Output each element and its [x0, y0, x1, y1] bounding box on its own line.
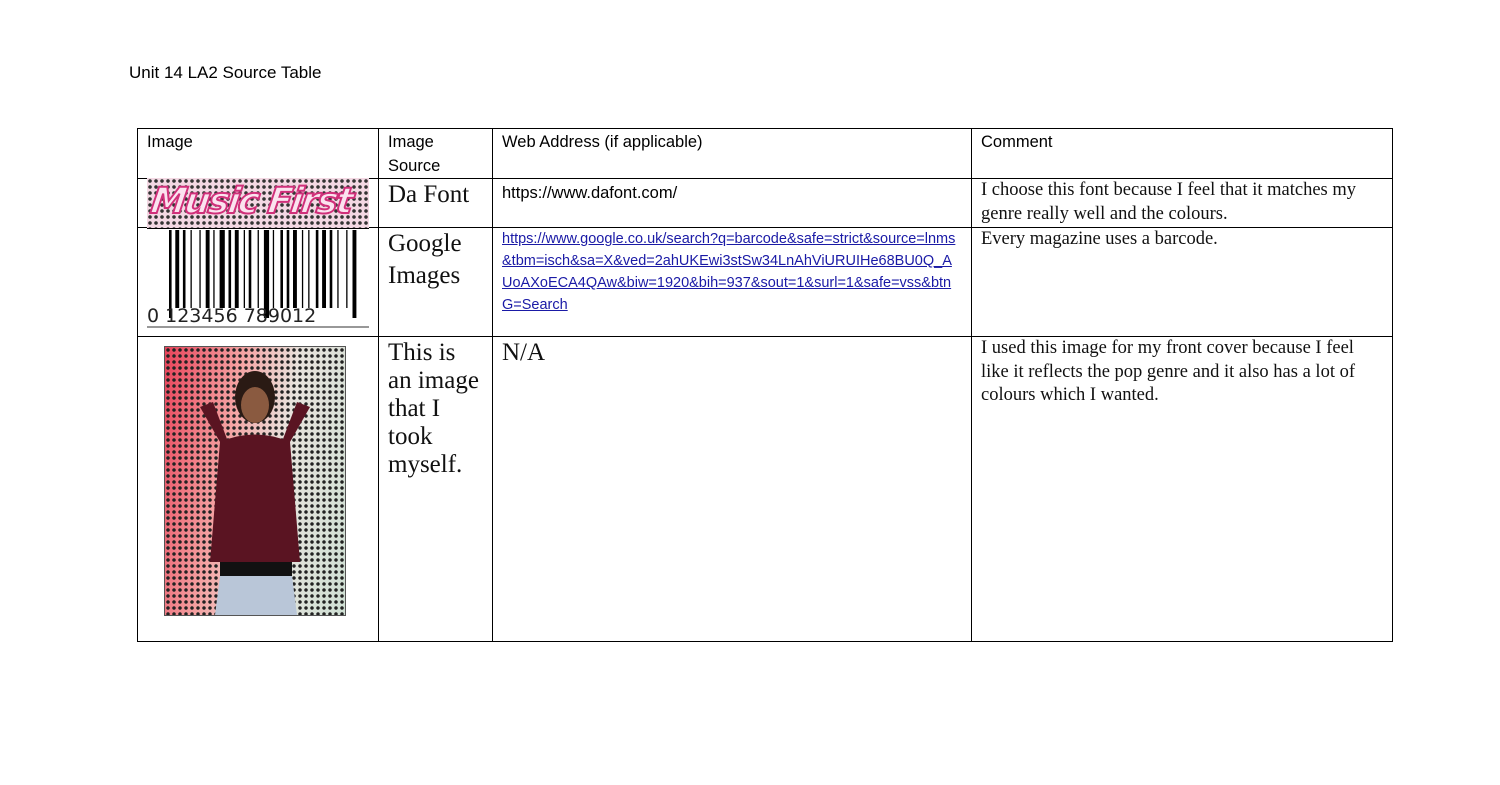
barcode-image: [147, 230, 377, 332]
barcode-bar: [229, 230, 232, 308]
web-address-cell[interactable]: https://www.dafont.com/: [493, 179, 972, 228]
table-header-row: [138, 129, 1393, 179]
image-cell: [138, 179, 379, 228]
source-cell: Google Images: [379, 228, 493, 337]
header-web-address: Web Address (if applicable): [493, 129, 972, 179]
header-comment: Comment: [972, 129, 1393, 179]
barcode-digits: 0 123456 789012: [147, 305, 317, 327]
barcode-bar: [337, 230, 338, 308]
barcode-bar: [287, 230, 290, 308]
barcode-bar: [330, 230, 333, 308]
image-cell: [138, 337, 379, 642]
barcode-bar: [316, 230, 319, 308]
barcode-bar: [244, 230, 245, 308]
barcode-bar: [183, 230, 186, 308]
image-cell: [138, 228, 379, 337]
web-address-cell: N/A: [493, 337, 972, 642]
barcode-bar: [280, 230, 283, 308]
music-first-font-image: Music First: [147, 178, 369, 229]
barcode-bar: [235, 230, 239, 308]
barcode-bar: [293, 230, 297, 308]
table-row: [138, 337, 1393, 642]
barcode-bar: [273, 230, 274, 308]
source-table: [137, 128, 1393, 642]
barcode-bar: [220, 230, 225, 308]
barcode-bar: [206, 230, 210, 308]
barcode-bar: [302, 230, 303, 308]
comment-cell: Every magazine uses a barcode.: [972, 228, 1393, 337]
barcode-bar: [346, 230, 347, 308]
barcode-bar: [308, 230, 309, 308]
comment-cell: I used this image for my front cover because I feel like it reflects the pop genre and it also has a lot of colours which I wanted.: [972, 337, 1393, 642]
portrait-photo: [164, 346, 346, 616]
barcode-bar: [175, 230, 179, 308]
barcode-bar: [191, 230, 192, 308]
barcode-bar: [353, 230, 357, 318]
table-row: [138, 179, 1393, 228]
barcode-bar: [249, 230, 252, 308]
header-image: Image: [138, 129, 379, 179]
document-title: Unit 14 LA2 Source Table: [129, 63, 322, 82]
barcode-bar: [258, 230, 259, 308]
barcode-bar: [322, 230, 326, 308]
barcode-bar: [199, 230, 200, 308]
web-address-link[interactable]: https://www.google.co.uk/search?q=barcode&safe=strict&source=lnms&tbm=isch&sa=X&ved=2ahUKEwi3stSw34LnAhViURUIHe68BU0Q_AUoAXoECA4QAw&biw=1920&bih=937&sout=1&surl=1&safe=vss&btnG=Search: [493, 228, 972, 337]
source-cell: Da Font: [379, 179, 493, 228]
barcode-bar: [213, 230, 214, 308]
header-image-source: Image Source: [379, 129, 493, 179]
source-cell: This is an image that I took myself.: [379, 337, 493, 642]
comment-cell: I choose this font because I feel that it matches my genre really well and the colours.: [972, 179, 1393, 228]
table-row: [138, 228, 1393, 337]
